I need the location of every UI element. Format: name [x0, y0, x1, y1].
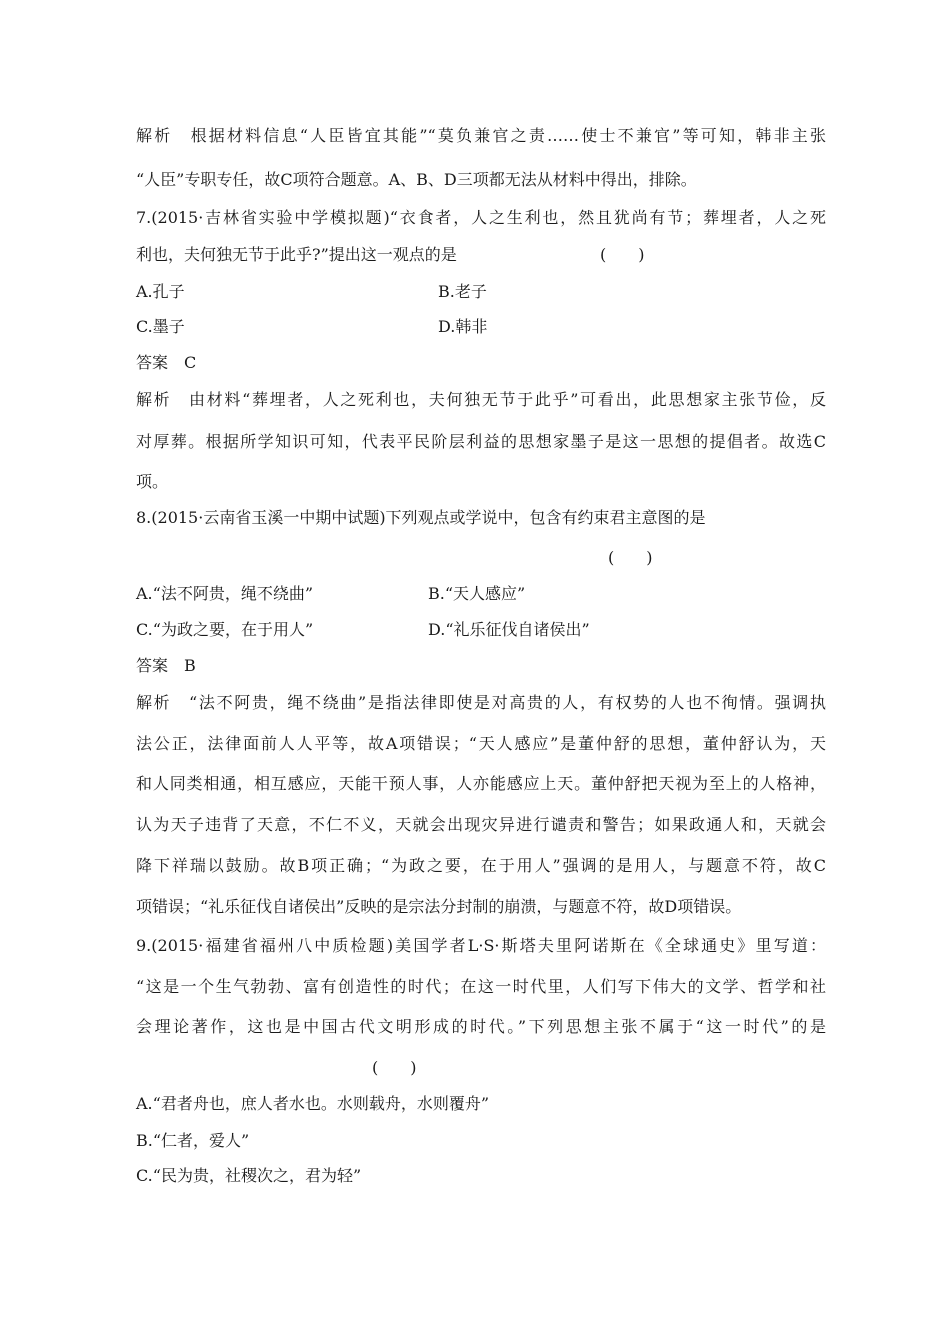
q8-answer: 答案 B	[136, 656, 196, 675]
q9-stem-line-2: “这是一个生气勃勃、富有创造性的时代；在这一时代里，人们写下伟大的文学、哲学和社	[136, 977, 826, 996]
q9-option-b: B.“仁者，爱人”	[136, 1131, 250, 1150]
q7-analysis-line-3: 项。	[136, 472, 169, 491]
q9-answer-blank: ( )	[372, 1058, 417, 1077]
q7-stem-line-1: 7.(2015·吉林省实验中学模拟题)“衣食者，人之生利也，然且犹尚有节；葬埋者，人之死	[136, 208, 826, 227]
q8-option-b: B.“天人感应”	[428, 584, 526, 603]
q8-analysis-line-4: 认为天子违背了天意，不仁不义，天就会出现灾异进行谴责和警告；如果政通人和，天就会	[136, 815, 826, 834]
q8-option-d: D.“礼乐征伐自诸侯出”	[428, 620, 590, 639]
q7-option-a: A.孔子	[136, 282, 185, 301]
q9-stem-line-1: 9.(2015·福建省福州八中质检题)美国学者L·S·斯塔夫里阿诺斯在《全球通史》里写道：	[136, 936, 826, 955]
q8-analysis-line-3: 和人同类相通，相互感应，天能干预人事，人亦能感应上天。董仲舒把天视为至上的人格神，	[136, 774, 826, 793]
q8-analysis-line-6: 项错误；“礼乐征伐自诸侯出”反映的是宗法分封制的崩溃，与题意不符，故D项错误。	[136, 897, 742, 916]
q7-analysis-line-2: 对厚葬。根据所学知识可知，代表平民阶层利益的思想家墨子是这一思想的提倡者。故选C	[136, 432, 826, 451]
q8-option-c: C.“为政之要，在于用人”	[136, 620, 314, 639]
q8-analysis-line-1: 解析 “法不阿贵，绳不绕曲”是指法律即使是对高贵的人，有权势的人也不徇情。强调执	[136, 693, 826, 712]
q9-option-a: A.“君者舟也，庶人者水也。水则载舟，水则覆舟”	[136, 1094, 490, 1113]
q6-analysis-line-1: 解析 根据材料信息“人臣皆宜其能”“莫负兼官之责……使士不兼官”等可知，韩非主张	[136, 126, 826, 145]
q9-stem-line-3: 会理论著作，这也是中国古代文明形成的时代。”下列思想主张不属于“这一时代”的是	[136, 1017, 826, 1036]
q7-answer: 答案 C	[136, 353, 197, 372]
q8-stem-line-1: 8.(2015·云南省玉溪一中期中试题)下列观点或学说中，包含有约束君主意图的是	[136, 508, 706, 527]
q8-analysis-line-5: 降下祥瑞以鼓励。故B项正确；“为政之要，在于用人”强调的是用人，与题意不符，故C	[136, 856, 826, 875]
q7-option-c: C.墨子	[136, 317, 185, 336]
q8-analysis-line-2: 法公正，法律面前人人平等，故A项错误；“天人感应”是董仲舒的思想，董仲舒认为，天	[136, 734, 826, 753]
q7-analysis-line-1: 解析 由材料“葬埋者，人之死利也，夫何独无节于此乎”可看出，此思想家主张节俭，反	[136, 390, 826, 409]
q6-analysis-line-2: “人臣”专职专任，故C项符合题意。A、B、D三项都无法从材料中得出，排除。	[136, 170, 697, 189]
q7-stem-line-2: 利也，夫何独无节于此乎?”提出这一观点的是	[136, 245, 457, 264]
q7-answer-blank: ( )	[600, 245, 645, 264]
q7-option-d: D.韩非	[438, 317, 488, 336]
q9-option-c: C.“民为贵，社稷次之，君为轻”	[136, 1166, 362, 1185]
q8-option-a: A.“法不阿贵，绳不绕曲”	[136, 584, 314, 603]
q8-answer-blank: ( )	[608, 548, 653, 567]
q7-option-b: B.老子	[438, 282, 487, 301]
